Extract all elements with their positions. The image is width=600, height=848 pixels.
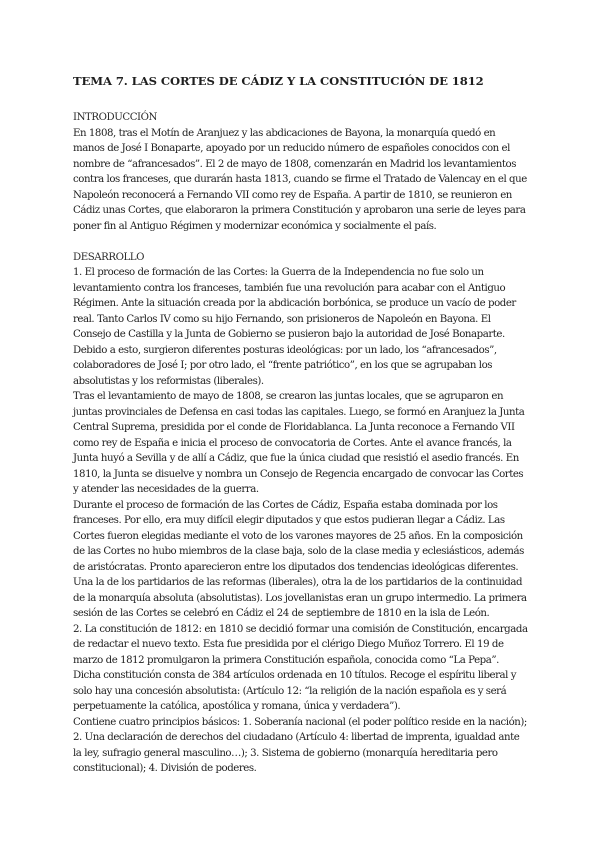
development-paragraph-constitution: 2. La constitución de 1812: en 1810 se decidió formar una comisión de Constitución, encargada de redactar el nuevo texto. Esta fue presidida por el clérigo Diego Muñoz Torrero. El 19 de marzo de 1812 promulgaron la primera Constitución española, conocida como “La Pepa”. Dicha constitución consta de 384 artículos ordenada en 10 títulos. Recoge el espíritu liberal y solo hay una concesión absolutista: (Artículo 12: “la religión de la nación española es y será perpetuamente la católica, apostólica y romana, única y verdadera”).: [73, 623, 528, 712]
development-heading: DESARROLLO: [73, 251, 145, 263]
development-paragraph-juntas: Tras el levantamiento de mayo de 1808, se crearon las juntas locales, que se agruparon en juntas provinciales de Defensa en casi todas las capitales. Luego, se formó en Aranjuez la Junta Central Suprema, presidida por el conde de Floridablanca. La Junta reconoce a Fernando VII como rey de España e inicia el proceso de convocatoria de Cortes. Ante el avance francés, la Junta huyó a Sevilla y de allí a Cádiz, que fue la única ciudad que resistió el asedio francés. En 1810, la Junta se disuelve y nombra un Consejo de Regencia encargado de convocar las Cortes y atender las necesidades de la guerra.: [73, 391, 525, 495]
introduction-paragraph: En 1808, tras el Motín de Aranjuez y las abdicaciones de Bayona, la monarquía quedó en manos de José I Bonaparte, apoyado por un reducido número de españoles conocidos con el nombre de “afrancesados”. El 2 de mayo de 1808, comenzarán en Madrid los levantamientos contra los franceses, que durarán hasta 1813, cuando se firme el Tratado de Valencay en el que Napoleón reconocerá a Fernando VII como rey de España. A partir de 1810, se reunieron en Cádiz unas Cortes, que elaboraron la primera Constitución y aprobaron una serie de leyes para poner fin al Antiguo Régimen y modernizar económica y socialmente el país.: [73, 127, 527, 232]
development-paragraph-principles: Contiene cuatro principios básicos: 1. Soberanía nacional (el poder político reside en la nación); 2. Una declaración de derechos del ciudadano (Artículo 4: libertad de imprenta, igualdad ante la ley, sufragio general masculino…); 3. Sistema de gobierno (monarquía hereditaria pero constitucional); 4. División de poderes.: [73, 716, 527, 774]
development-paragraph-cortes-formation: 1. El proceso de formación de las Cortes: la Guerra de la Independencia no fue solo un levantamiento contra los franceses, también fue una revolución para acabar con el Antiguo Régimen. Ante la situación creada por la abdicación borbónica, se produce un vacío de poder real. Tanto Carlos IV como su hijo Fernando, son prisioneros de Napoleón en Bayona. El Consejo de Castilla y la Junta de Gobierno se pusieron bajo la autoridad de José Bonaparte. Debido a esto, surgieron diferentes posturas ideológicas: por un lado, los “afrancesados”, colaboradores de José I; por otro lado, el “frente patriótico”, en los que se agrupaban los absolutistas y los reformistas (liberales).: [73, 267, 516, 387]
development-paragraph-cortes-composition: Durante el proceso de formación de las Cortes de Cádiz, España estaba dominada por los franceses. Por ello, era muy difícil elegir diputados y que estos pudieran llegar a Cádiz. Las Cortes fueron elegidas mediante el voto de los varones mayores de 25 años. En la composición de las Cortes no hubo miembros de la clase baja, solo de la clase media y eclesiásticos, además de aristócratas. Pronto aparecieron entre los diputados dos tendencias ideológicas diferentes. Una la de los partidarios de las reformas (liberales), otra la de los partidarios de la continuidad de la monarquía absoluta (absolutistas). Los jovellanistas eran un grupo intermedio. La primera sesión de las Cortes se celebró en Cádiz el 24 de septiembre de 1810 en la isla de León.: [73, 499, 527, 619]
document-body: [73, 74, 529, 777]
document-title: TEMA 7. LAS CORTES DE CÁDIZ Y LA CONSTITUCIÓN DE 1812: [73, 74, 484, 88]
introduction-heading: INTRODUCCIÓN: [73, 112, 157, 123]
section-spacer: [73, 234, 529, 250]
